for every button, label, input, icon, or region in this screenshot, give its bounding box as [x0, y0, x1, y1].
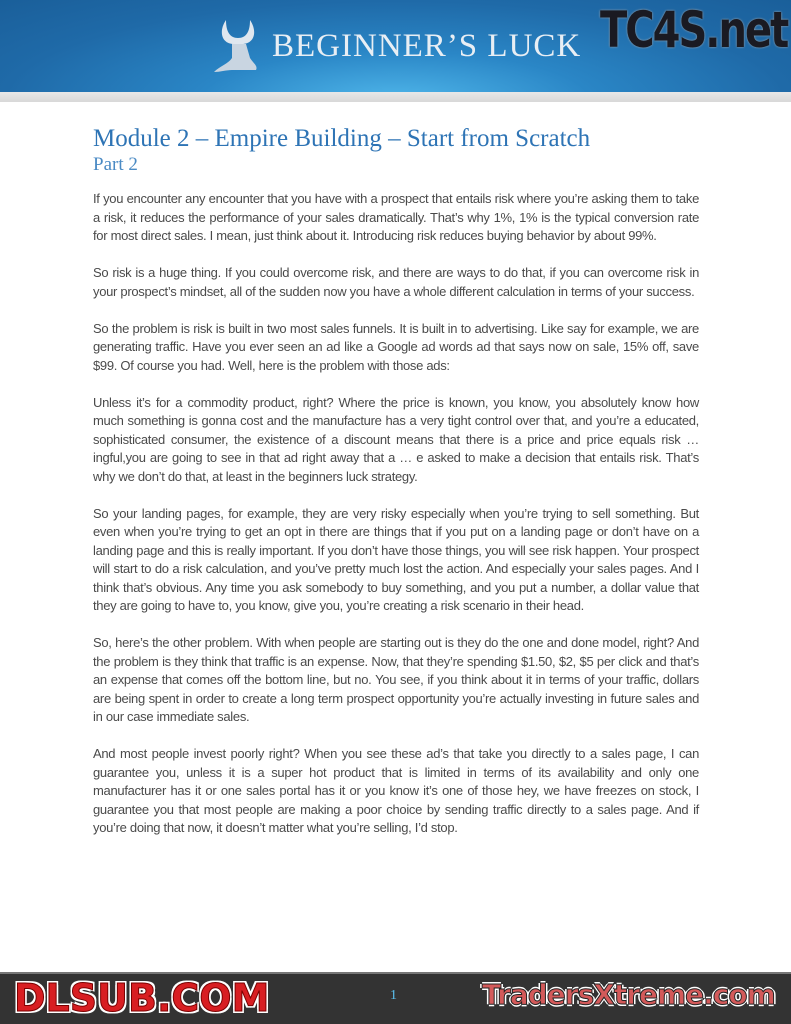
paragraph: So risk is a huge thing. If you could overcome risk, and there are ways to do that, if you can overcome risk in your prospect’s mindset, all of the sudden now you have a whole different calculation in terms of your success.	[93, 265, 699, 299]
logo-text: BEGINNER’S LUCK	[272, 27, 582, 64]
watermark-tc4s: TC4S.net	[600, 2, 788, 60]
paragraph: So your landing pages, for example, they are very risky especially when you’re trying to sell something. But even when you’re trying to get an opt in there are things that if you put on a landing page or don’t have on a landing page and this is really important. If you don’t have those things, you will see risk happen. Your prospect will start to do a risk calculation, and you’ve pretty much lost the action. And especially your sales pages. And I think that’s obvious. Any time you ask somebody to buy something, and you put a number, a dollar value that they are going to have to, you know, give you, you’re creating a risk scenario in their head.	[93, 505, 699, 613]
watermark-dlsub: DLSUB.COM	[14, 976, 270, 1020]
page-subtitle: Part 2	[93, 154, 138, 175]
page-number: 1	[390, 988, 397, 1003]
watermark-tradersxtreme: TradersXtreme.com	[482, 978, 775, 1011]
document-body	[93, 190, 699, 856]
paragraph: So the problem is risk is built in two most sales funnels. It is built in to advertising. Like say for example, we are generating traffic. Have you ever seen an ad like a Google ad words ad that says now on sale, 15% off, save $99. Of course you had. Well, here is the problem with those ads:	[93, 320, 699, 373]
page-title: Module 2 – Empire Building – Start from Scratch	[93, 125, 591, 152]
paragraph: So, here’s the other problem. With when people are starting out is they do the one and done model, right? And the problem is they think that traffic is an expense. Now, that they’re spending $1.50, $2, $5 per click and that’s an expense that comes off the bottom line, but no. You see, if you think about it in terms of your traffic, dollars are being spent in order to create a long term prospect opportunity you’re actually investing in future sales and in our case immediate sales.	[93, 635, 699, 724]
paragraph: If you encounter any encounter that you have with a prospect that entails risk where you’re asking them to take a risk, it reduces the performance of your sales dramatically. That’s why 1%, 1% is the typical conversion rate for most direct sales. I mean, just think about it. Introducing risk reduces buying behavior by about 99%.	[93, 191, 699, 243]
footer	[0, 972, 791, 1024]
viking-helmet-icon	[212, 18, 264, 74]
logo	[212, 18, 581, 74]
header-banner	[0, 0, 791, 92]
paragraph: And most people invest poorly right? When you see these ad’s that take you directly to a sales page, I can guarantee you, unless it is a super hot product that is limited in terms of its availability and only one manufacturer has it or one sales portal has it or you know it’s one of those hey, we have freezes on stock, I guarantee you that most people are making a poor choice by sending traffic directly to a sales page. And if you’re doing that now, it doesn’t matter what you’re selling, I’d stop.	[93, 746, 699, 835]
header-divider	[0, 92, 791, 102]
paragraph: Unless it’s for a commodity product, right? Where the price is known, you know, you absolutely know how much something is gonna cost and the manufacture has a very tight control over that, and you’re a educated, sophisticated consumer, the existence of a discount means that there is a price and price equals risk … ingful,you are going to see in that ad right away that a … e asked to make a decision that entails risk. That’s why we don’t do that, at least in the beginners luck strategy.	[93, 394, 699, 484]
